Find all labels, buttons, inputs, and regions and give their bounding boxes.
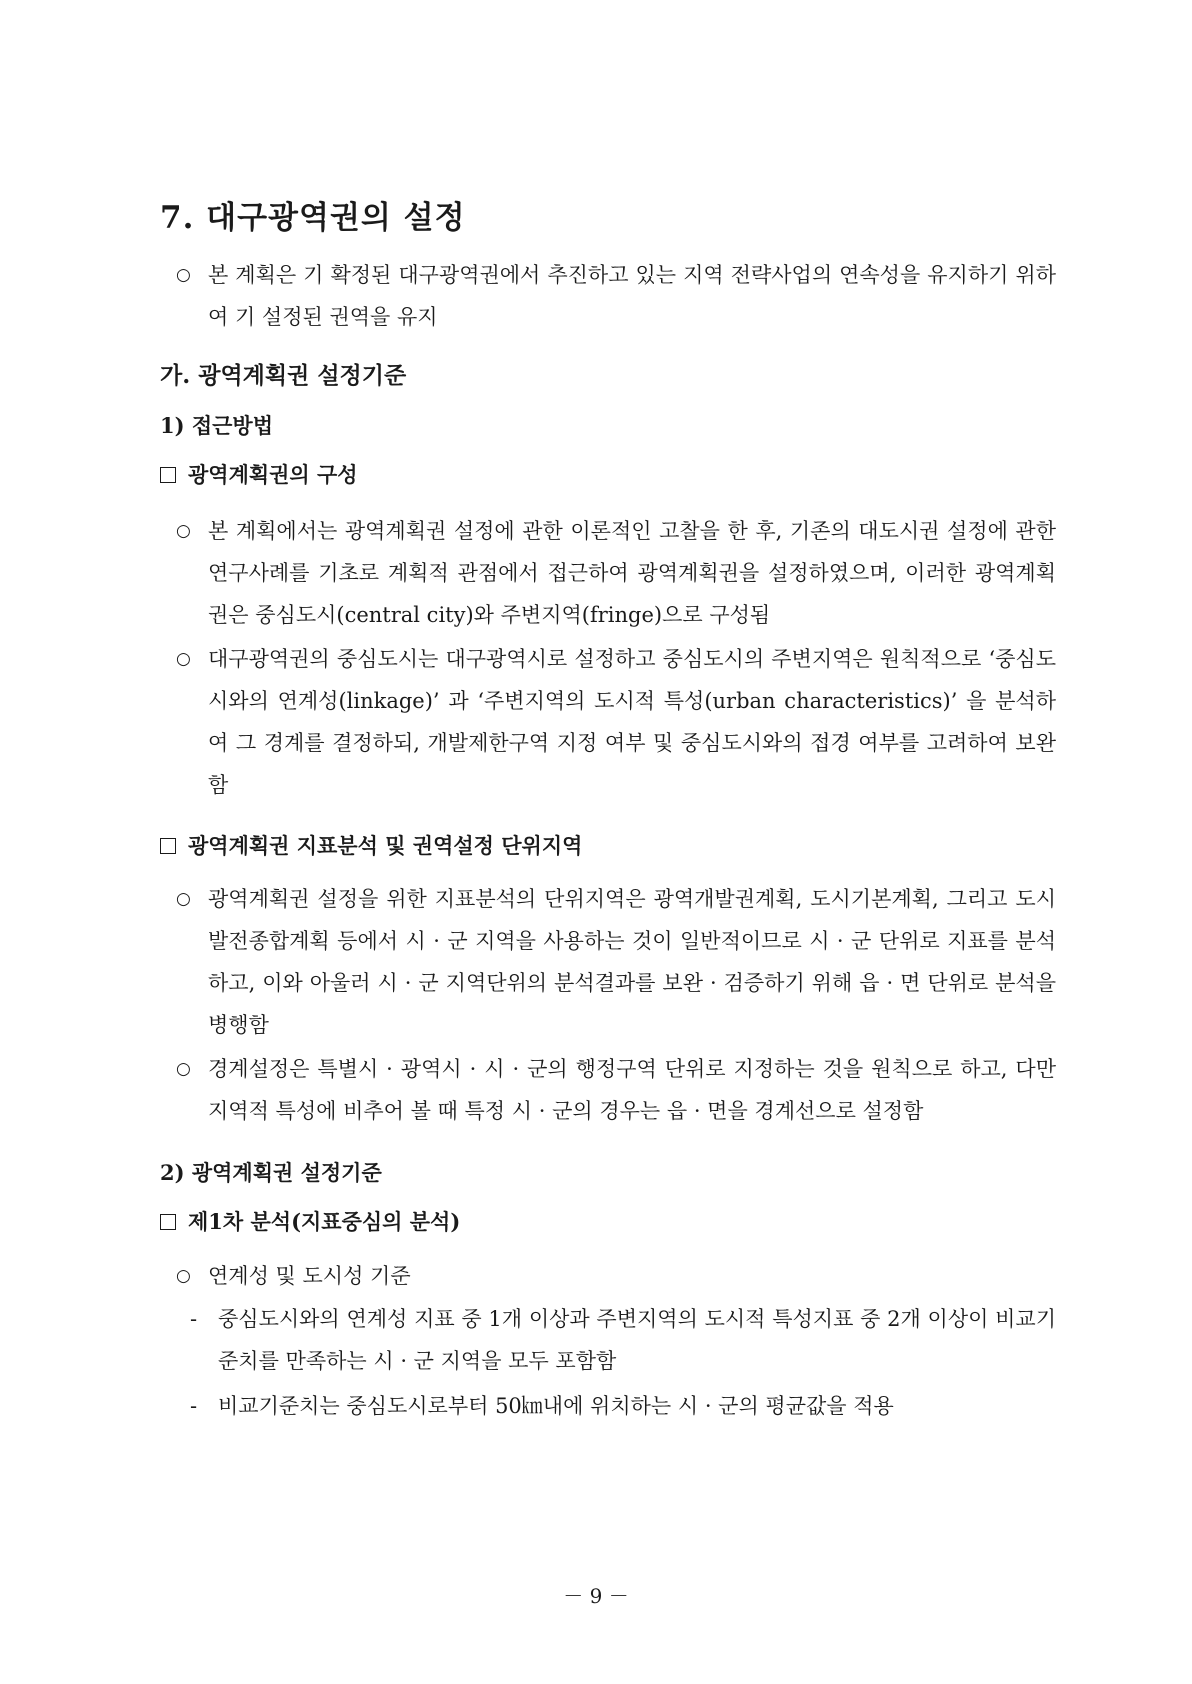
bullet-marker: ○	[176, 889, 191, 909]
box-heading-first-analysis	[160, 1206, 460, 1236]
dash-marker: -	[190, 1394, 198, 1418]
dash-item-2	[190, 1385, 1056, 1427]
paragraph-unit-area-1	[176, 878, 1056, 1046]
paragraph-linkage-criteria	[176, 1255, 1056, 1297]
checkbox-square-icon	[160, 1214, 176, 1230]
bullet-marker: ○	[176, 521, 191, 541]
paragraph-text: 본 계획에서는 광역계획권 설정에 관한 이론적인 고찰을 한 후, 기존의 대도시권 설정에 관한 연구사례를 기초로 계획적 관점에서 접근하여 광역계획권을 설정하였으며, 이러한 광역계획권은 중심도시(central city)와 주변지역(fringe)으로 구성됨	[208, 519, 1056, 627]
dash-text: 중심도시와의 연계성 지표 중 1개 이상과 주변지역의 도시적 특성지표 중 2개 이상이 비교기준치를 만족하는 시 · 군 지역을 모두 포함함	[218, 1307, 1056, 1373]
checkbox-square-icon	[160, 467, 176, 483]
dash-item-1	[190, 1298, 1056, 1382]
bullet-marker: ○	[176, 265, 191, 285]
intro-paragraph	[176, 254, 1056, 338]
paragraph-text: 대구광역권의 중심도시는 대구광역시로 설정하고 중심도시의 주변지역은 원칙적으로 ‘중심도시와의 연계성(linkage)’ 과 ‘주변지역의 도시적 특성(urban characteristics)’ 을 분석하여 그 경계를 결정하되, 개발제한구역 지정 여부 및 중심도시와의 접경 여부를 고려하여 보완함	[208, 647, 1056, 797]
box-heading-text: 제1차 분석(지표중심의 분석)	[188, 1209, 461, 1234]
box-heading-composition	[160, 459, 358, 489]
page-number: － 9 －	[563, 1584, 629, 1608]
dash-marker: -	[190, 1307, 198, 1331]
box-heading-text: 광역계획권 지표분석 및 권역설정 단위지역	[188, 833, 583, 858]
paragraph-text: 본 계획은 기 확정된 대구광역권에서 추진하고 있는 지역 전략사업의 연속성을 유지하기 위하여 기 설정된 권역을 유지	[208, 263, 1056, 329]
dash-text: 비교기준치는 중심도시로부터 50㎞내에 위치하는 시 · 군의 평균값을 적용	[218, 1394, 894, 1418]
checkbox-square-icon	[160, 838, 176, 854]
paragraph-unit-area-2	[176, 1048, 1056, 1132]
bullet-marker: ○	[176, 1059, 191, 1079]
paragraph-composition-1	[176, 510, 1056, 636]
box-heading-unit-area	[160, 830, 582, 860]
box-heading-text: 광역계획권의 구성	[188, 462, 358, 487]
paragraph-composition-2	[176, 638, 1056, 806]
heading-approach: 1) 접근방법	[160, 413, 274, 438]
paragraph-text: 연계성 및 도시성 기준	[208, 1264, 411, 1288]
heading-criteria: 2) 광역계획권 설정기준	[160, 1160, 382, 1185]
paragraph-text: 경계설정은 특별시 · 광역시 · 시 · 군의 행정구역 단위로 지정하는 것을 원칙으로 하고, 다만 지역적 특성에 비추어 볼 때 특정 시 · 군의 경우는 읍 · 면을 경계선으로 설정함	[208, 1057, 1056, 1123]
subsection-heading-ga: 가. 광역계획권 설정기준	[160, 362, 407, 389]
bullet-marker: ○	[176, 1266, 191, 1286]
section-title: 7. 대구광역권의 설정	[160, 200, 466, 236]
paragraph-text: 광역계획권 설정을 위한 지표분석의 단위지역은 광역개발권계획, 도시기본계획, 그리고 도시발전종합계획 등에서 시 · 군 지역을 사용하는 것이 일반적이므로 시 · 군 단위로 지표를 분석하고, 이와 아울러 시 · 군 지역단위의 분석결과를 보완 · 검증하기 위해 읍 · 면 단위로 분석을 병행함	[208, 887, 1056, 1037]
bullet-marker: ○	[176, 649, 191, 669]
